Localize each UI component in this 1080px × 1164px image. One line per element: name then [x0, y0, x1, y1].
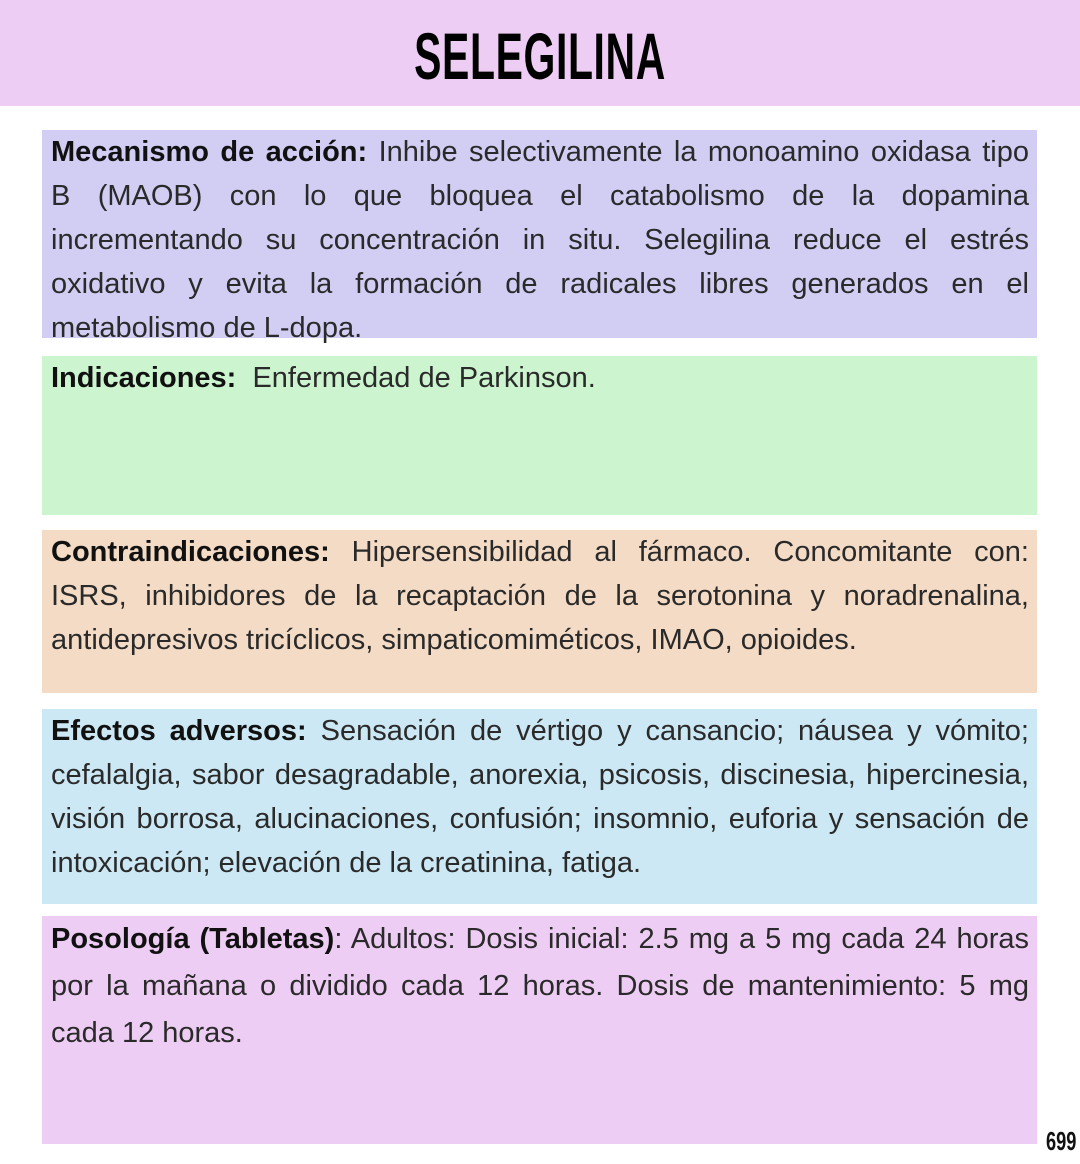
section-label: Efectos adversos:: [51, 715, 307, 747]
section-text: Hipersensibilidad al fármaco. Concomitante con: ISRS, inhibidores de la recaptación de la serotonina y noradrenalina, antidepresivos tricíclicos, simpaticomiméticos, IMAO, opioides.: [51, 536, 1029, 656]
section-text: : Adultos: Dosis inicial: 2.5 mg a 5 mg cada 24 horas por la mañana o dividido cada 12 horas. Dosis de mantenimiento: 5 mg cada 12 horas.: [51, 923, 1029, 1049]
section-indicaciones: [42, 356, 1037, 515]
section-label: Posología (Tabletas): [51, 923, 335, 955]
section-posologia: [42, 916, 1037, 1144]
section-label: Mecanismo de acción:: [51, 136, 368, 168]
drug-title: SELEGILINA: [414, 19, 666, 93]
section-text: Enfermedad de Parkinson.: [236, 362, 596, 394]
section-text: Sensación de vértigo y cansancio; náusea y vómito; cefalalgia, sabor desagradable, anorexia, psicosis, discinesia, hipercinesia, visión borrosa, alucinaciones, confusión; insomnio, euforia y sensación de intoxicación; elevación de la creatinina, fatiga.: [51, 715, 1029, 879]
section-mecanismo-de-accion: [42, 130, 1037, 344]
section-label: Contraindicaciones:: [51, 536, 330, 568]
page-header: [0, 0, 1080, 106]
section-label: Indicaciones:: [51, 362, 237, 394]
section-text: Inhibe selectivamente la monoamino oxidasa tipo B (MAOB) con lo que bloquea el catabolismo de la dopamina incrementando su concentración in situ. Selegilina reduce el estrés oxidativo y evita la formación de radicales libres generados en el metabolismo de L-dopa.: [51, 136, 1029, 344]
section-contraindicaciones: [42, 530, 1037, 693]
section-efectos-adversos: [42, 709, 1037, 904]
page-number: 699: [1045, 1126, 1076, 1156]
